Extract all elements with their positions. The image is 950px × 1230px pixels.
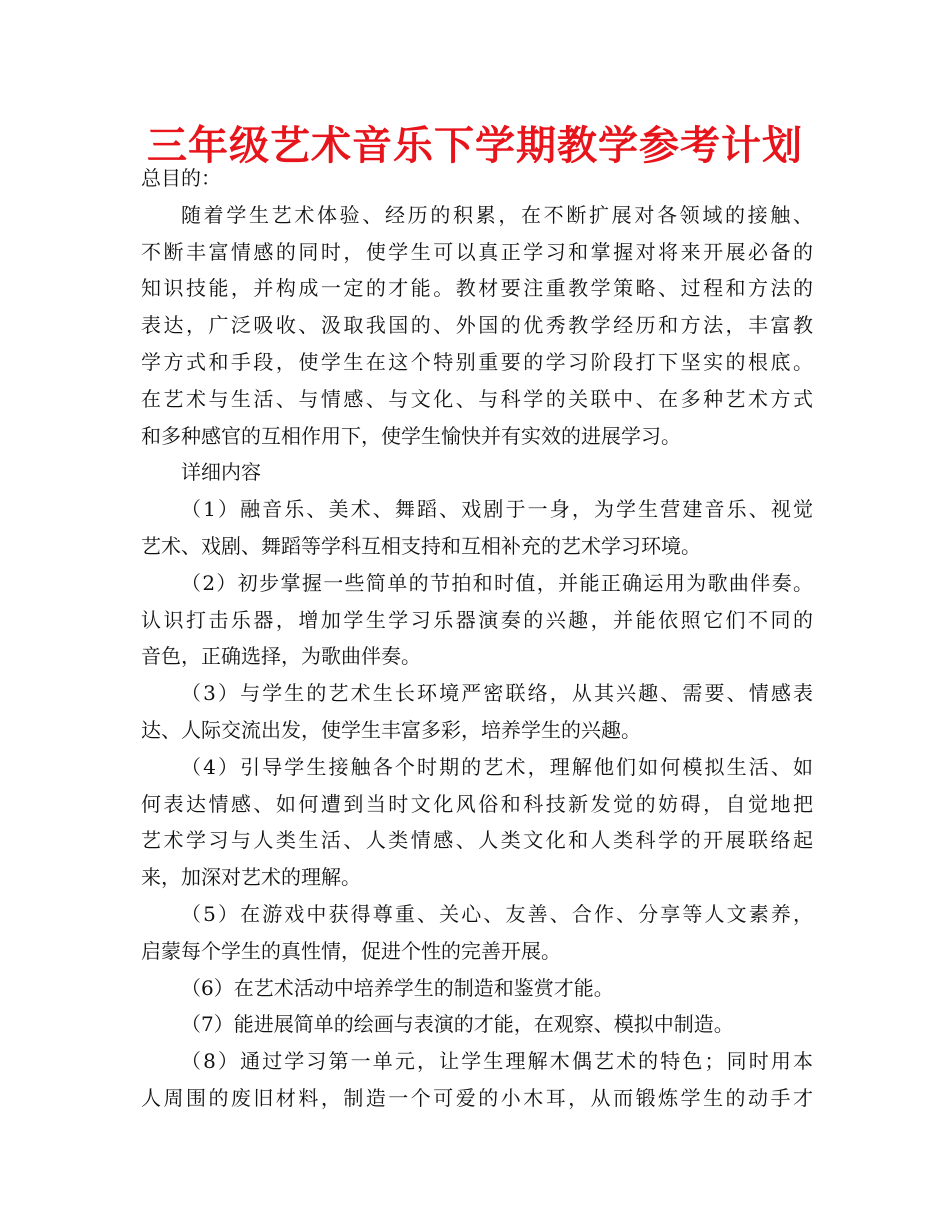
- list-item: [141, 896, 813, 970]
- document-body: [141, 160, 813, 1117]
- section-heading: 总目的：: [141, 166, 221, 190]
- intro-line: 知识技能，并构成一定的才能。教材要注重教学策略、过程和方法的: [141, 276, 813, 301]
- intro-line: 和多种感官的互相作用下，使学生愉快并有实效的进展学习。: [141, 423, 681, 448]
- list-item: [141, 970, 813, 1007]
- item-line: 何表达情感、如何遭到当时文化风俗和科技新发觉的妨碍，自觉地把: [141, 791, 813, 816]
- intro-line: 不断丰富情感的同时，使学生可以真正学习和掌握对将来开展必备的: [141, 239, 813, 264]
- list-item: [141, 1043, 813, 1117]
- intro-paragraph: [141, 197, 813, 455]
- detail-heading: 详细内容: [181, 460, 261, 485]
- intro-line: 在艺术与生活、与情感、与文化、与科学的关联中、在多种艺术方式: [141, 386, 813, 411]
- item-line: 达、人际交流出发，使学生丰富多彩，培养学生的兴趣。: [141, 717, 641, 742]
- item-line: （5）在游戏中获得尊重、关心、友善、合作、分享等人文素养，: [181, 901, 813, 926]
- item-line: （3）与学生的艺术生长环境严密联络，从其兴趣、需要、情感表: [181, 681, 813, 706]
- item-line: （2）初步掌握一些简单的节拍和时值，并能正确运用为歌曲伴奏。: [181, 570, 813, 595]
- intro-line: 表达，广泛吸收、汲取我国的、外国的优秀教学经历和方法，丰富教: [141, 313, 813, 338]
- list-item: [141, 565, 813, 675]
- list-item: [141, 1006, 813, 1043]
- intro-line: 随着学生艺术体验、经历的积累，在不断扩展对各领域的接触、: [181, 202, 813, 227]
- item-line: （8）通过学习第一单元，让学生理解木偶艺术的特色；同时用本: [181, 1049, 813, 1074]
- item-line: 启蒙每个学生的真性情，促进个性的完善开展。: [141, 938, 561, 963]
- list-item: [141, 675, 813, 749]
- list-item: [141, 491, 813, 565]
- document-title: 三年级艺术音乐下学期教学参考计划: [147, 123, 803, 169]
- intro-line: 学方式和手段，使学生在这个特别重要的学习阶段打下坚实的根底。: [141, 349, 813, 374]
- item-line: 艺术学习与人类生活、人类情感、人类文化和人类科学的开展联络起: [141, 828, 813, 853]
- item-line: （7）能进展简单的绘画与表演的才能，在观察、模拟中制造。: [181, 1012, 734, 1037]
- item-line: 人周围的废旧材料，制造一个可爱的小木耳，从而锻炼学生的动手才: [141, 1085, 813, 1110]
- item-line: 音色，正确选择，为歌曲伴奏。: [141, 644, 421, 669]
- item-line: 艺术、戏剧、舞蹈等学科互相支持和互相补充的艺术学习环境。: [141, 533, 701, 558]
- item-line: （6）在艺术活动中培养学生的制造和鉴赏才能。: [181, 975, 614, 1000]
- item-line: 认识打击乐器，增加学生学习乐器演奏的兴趣，并能依照它们不同的: [141, 607, 813, 632]
- item-line: 来，加深对艺术的理解。: [141, 865, 361, 890]
- item-line: （1）融音乐、美术、舞蹈、戏剧于一身，为学生营建音乐、视觉: [181, 497, 813, 522]
- list-item: [141, 749, 813, 896]
- item-line: （4）引导学生接触各个时期的艺术，理解他们如何模拟生活、如: [181, 754, 813, 779]
